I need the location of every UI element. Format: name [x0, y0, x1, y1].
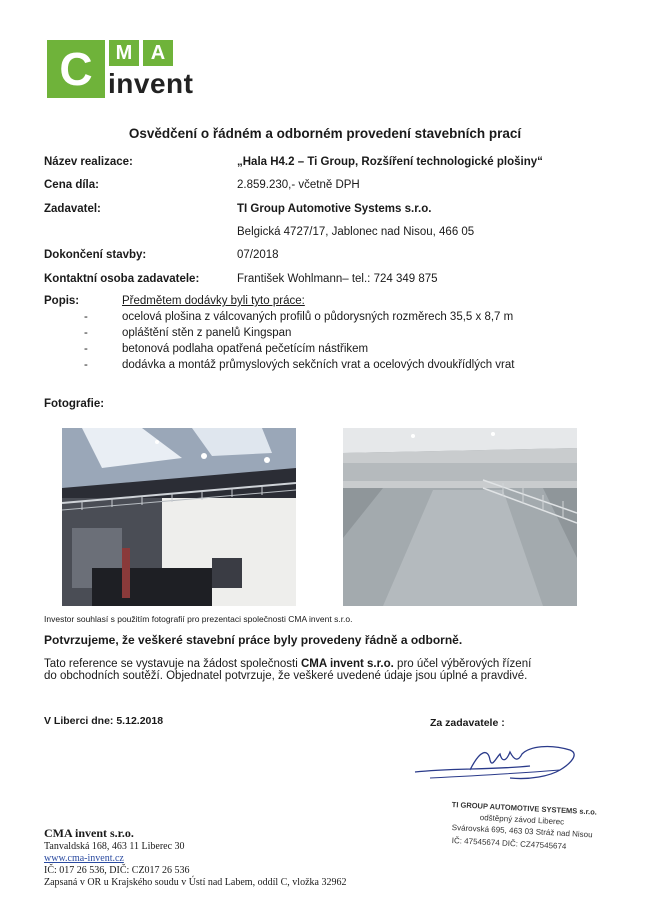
kontakt-label: Kontaktní osoba zadavatele:: [44, 273, 200, 285]
company-logo: [47, 40, 194, 100]
logo-letter-m: M: [109, 40, 139, 66]
popis-item: betonová podlaha opatřená pečetícím nástřikem: [122, 343, 369, 355]
reference-paragraph: [44, 658, 604, 682]
logo-letter-a: A: [143, 40, 173, 66]
place-date: V Liberci dne: 5.12.2018: [44, 715, 164, 727]
footer-ic: IČ: 017 26 536, DIČ: CZ017 26 536: [44, 865, 190, 876]
reference-text: pro účel výběrových řízení: [393, 658, 532, 670]
hall-photo-2: [343, 428, 577, 606]
nazev-value: „Hala H4.2 – Ti Group, Rozšíření technologické plošiny“: [237, 156, 543, 168]
fotografie-label: Fotografie:: [44, 398, 105, 410]
stamp-line: TI GROUP AUTOMOTIVE SYSTEMS s.r.o.: [451, 800, 598, 817]
popis-label: Popis:: [44, 295, 80, 307]
dokonceni-label: Dokončení stavby:: [44, 249, 147, 261]
logo-letter-c: C: [47, 40, 105, 98]
zadavatel-address: Belgická 4727/17, Jablonec nad Nisou, 466 05: [237, 226, 475, 238]
reference-text: Tato reference se vystavuje na žádost společnosti: [44, 658, 301, 670]
confirmation-statement: Potvrzujeme, že veškeré stavební práce byly provedeny řádně a odborně.: [44, 633, 463, 647]
cena-value: 2.859.230,- včetně DPH: [237, 179, 360, 191]
hall-photo-1: [62, 428, 296, 606]
stamp-line: Svárovská 695, 463 03 Stráž nad Nisou: [451, 823, 593, 840]
popis-item: opláštění stěn z panelů Kingspan: [122, 327, 292, 339]
photo-consent-note: Investor souhlasí s použitím fotografií pro prezentaci společnosti CMA invent s.r.o.: [44, 614, 353, 624]
popis-heading: Předmětem dodávky byli tyto práce:: [122, 295, 305, 307]
popis-dash: -: [84, 327, 88, 339]
cena-label: Cena díla:: [44, 179, 99, 191]
popis-item: dodávka a montáž průmyslových sekčních vrat a ocelových dvoukřídlých vrat: [122, 359, 515, 371]
footer-company: CMA invent s.r.o.: [44, 826, 134, 840]
zadavatel-label: Zadavatel:: [44, 203, 101, 215]
nazev-label: Název realizace:: [44, 156, 133, 168]
footer-registry: Zapsaná v OR u Krajského soudu v Ústí nad Labem, oddíl C, vložka 32962: [44, 877, 347, 888]
za-zadavatele-label: Za zadavatele :: [430, 717, 505, 729]
reference-company: CMA invent s.r.o.: [300, 658, 394, 670]
popis-dash: -: [84, 311, 88, 323]
kontakt-value: František Wohlmann– tel.: 724 349 875: [237, 273, 438, 285]
dokonceni-value: 07/2018: [237, 249, 279, 261]
stamp-line: odštěpný závod Liberec: [479, 813, 565, 827]
logo-word: invent: [108, 68, 194, 99]
popis-dash: -: [84, 343, 88, 355]
popis-item: ocelová plošina z válcovaných profilů o půdorysných rozměrech 35,5 x 8,7 m: [122, 311, 514, 323]
document-title: Osvědčení o řádném a odborném provedení stavebních prací: [128, 126, 522, 141]
signature: [410, 740, 590, 790]
zadavatel-value: TI Group Automotive Systems s.r.o.: [237, 203, 432, 215]
footer-address: Tanvaldská 168, 463 11 Liberec 30: [44, 841, 185, 852]
reference-text: do obchodních soutěží. Objednatel potvrzuje, že veškeré uvedené údaje jsou úplné a pravdivé.: [44, 670, 528, 682]
popis-dash: -: [84, 359, 88, 371]
footer-web-link[interactable]: www.cma-invent.cz: [44, 853, 124, 864]
stamp-line: IČ: 47545674 DIČ: CZ47545674: [451, 836, 567, 851]
